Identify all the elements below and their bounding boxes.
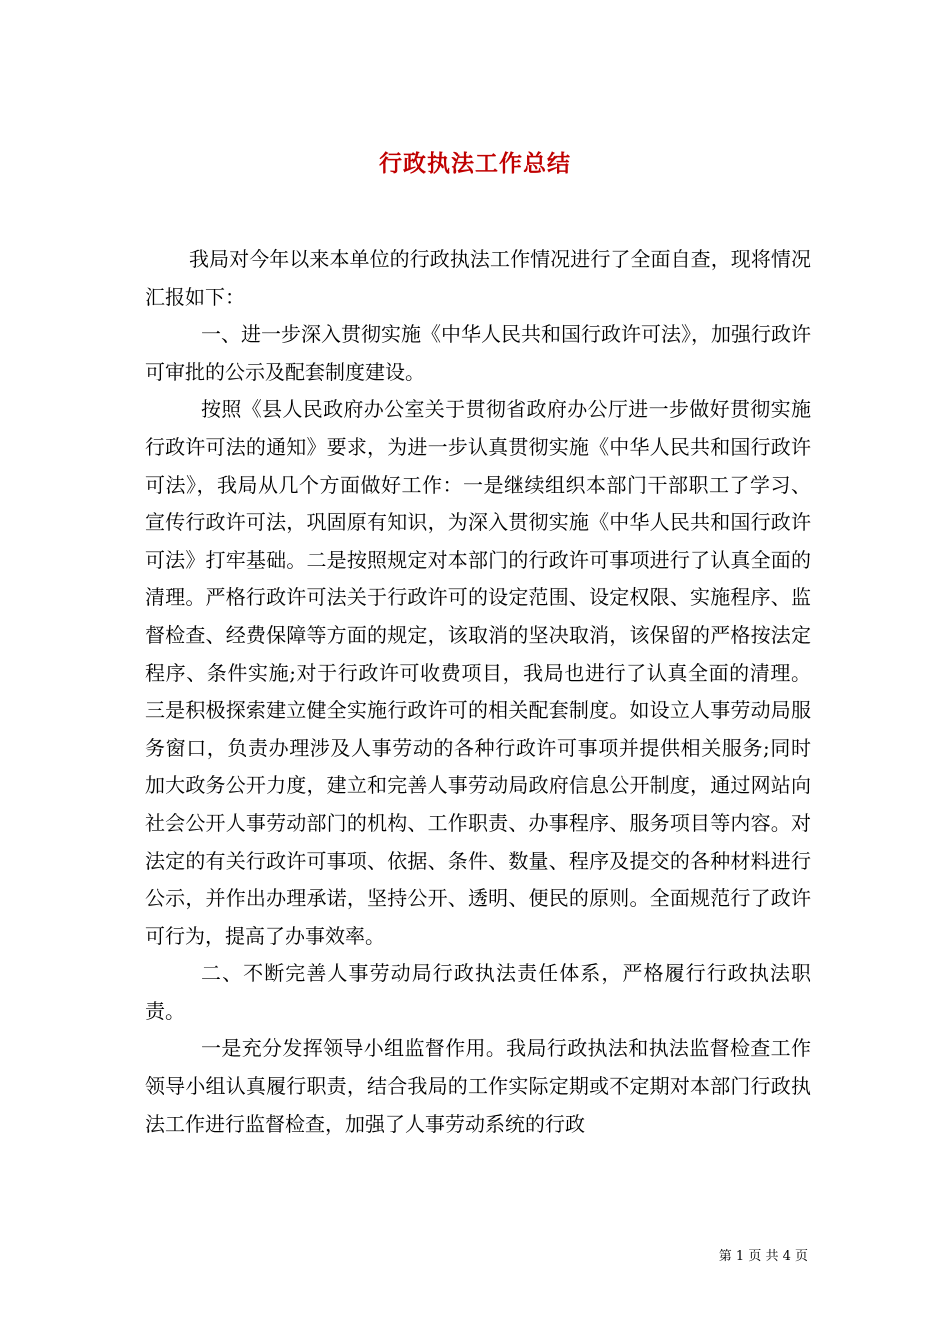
paragraph-section-two-heading: 二、不断完善人事劳动局行政执法责任体系，严格履行行政执法职责。 xyxy=(145,961,811,1023)
paragraph-section-one-body: 按照《县人民政府办公室关于贯彻省政府办公厅进一步做好贯彻实施行政许可法的通知》要求，为进一步认真贯彻实施《中华人民共和国行政许可法》，我局从几个方面做好工作：一是继续组织本部门干部职工了学习、宣传行政许可法，巩固原有知识，为深入贯彻实施《中华人民共和国行政许可法》打牢基础。二是按照规定对本部门的行政许可事项进行了认真全面的清理。严格行政许可法关于行政许可的设定范围、设定权限、实施程序、监督检查、经费保障等方面的规定，该取消的坚决取消，该保留的严格按法定程序、条件实施;对于行政许可收费项目，我局也进行了认真全面的清理。三是积极探索建立健全实施行政许可的相关配套制度。如设立人事劳动局服务窗口，负责办理涉及人事劳动的各种行政许可事项并提供相关服务;同时加大政务公开力度，建立和完善人事劳动局政府信息公开制度，通过网站向社会公开人事劳动部门的机构、工作职责、办事程序、服务项目等内容。对法定的有关行政许可事项、依据、条件、数量、程序及提交的各种材料进行公示，并作出办理承诺，坚持公开、透明、便民的原则。全面规范行了政许可行为，提高了办事效率。 xyxy=(145,397,811,948)
paragraph-section-one-heading: 一、进一步深入贯彻实施《中华人民共和国行政许可法》，加强行政许可审批的公示及配套制度建设。 xyxy=(145,322,811,384)
page-number-indicator: 第 1 页 共 4 页 xyxy=(718,1249,808,1264)
paragraph-section-two-body: 一是充分发挥领导小组监督作用。我局行政执法和执法监督检查工作领导小组认真履行职责，结合我局的工作实际定期或不定期对本部门行政执法工作进行监督检查，加强了人事劳动系统的行政 xyxy=(145,1036,811,1136)
document-body xyxy=(145,241,811,1143)
paragraph-intro: 我局对今年以来本单位的行政执法工作情况进行了全面自查，现将情况汇报如下： xyxy=(145,247,811,309)
page-title: 行政执法工作总结 xyxy=(379,150,571,178)
